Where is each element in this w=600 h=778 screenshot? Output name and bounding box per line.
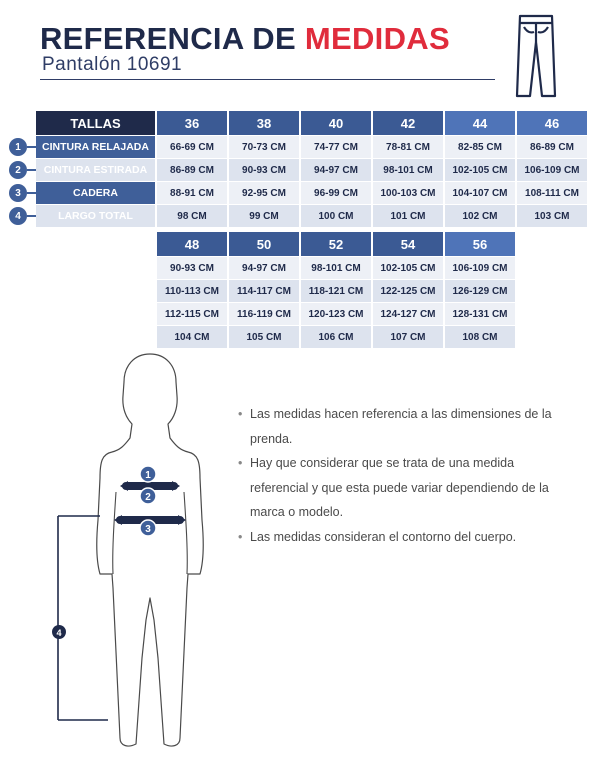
header-divider — [40, 79, 495, 80]
table-cell: 120-123 CM — [301, 303, 371, 325]
marker-lead — [27, 146, 36, 148]
table-cell: 98-101 CM — [301, 257, 371, 279]
table-cell: 98 CM — [157, 205, 227, 227]
marker-lead — [27, 215, 36, 217]
table-row — [157, 280, 515, 302]
table-cell: 105 CM — [229, 326, 299, 348]
table-cell: 74-77 CM — [301, 136, 371, 158]
row-label-text: CINTURA RELAJADA — [42, 141, 149, 153]
row-label-cintura-estirada — [15, 159, 155, 181]
table-cell: 107 CM — [373, 326, 443, 348]
row-label-text: LARGO TOTAL — [58, 210, 133, 222]
size-52: 52 — [301, 232, 371, 256]
table-cell: 110-113 CM — [157, 280, 227, 302]
table-cell: 94-97 CM — [229, 257, 299, 279]
table-cell: 106-109 CM — [445, 257, 515, 279]
marker-3: 3 — [9, 184, 27, 202]
table-cell: 104-107 CM — [445, 182, 515, 204]
marker-1-text: 1 — [145, 470, 151, 481]
marker-3-text: 3 — [145, 524, 151, 535]
table-cell: 66-69 CM — [157, 136, 227, 158]
table-cell: 102-105 CM — [373, 257, 443, 279]
table-cell: 106 CM — [301, 326, 371, 348]
table-cell: 104 CM — [157, 326, 227, 348]
table-row — [157, 257, 515, 279]
table-cell: 99 CM — [229, 205, 299, 227]
size-46: 46 — [517, 111, 587, 135]
table-cell: 101 CM — [373, 205, 443, 227]
note-item: • Las medidas hacen referencia a las dimensiones de la prenda. — [236, 402, 566, 451]
page-title — [40, 22, 450, 56]
table-cell: 118-121 CM — [301, 280, 371, 302]
table-cell: 86-89 CM — [517, 136, 587, 158]
table-cell: 100-103 CM — [373, 182, 443, 204]
size-table-block-2 — [157, 232, 515, 349]
table-cell: 102 CM — [445, 205, 515, 227]
tallas-label: TALLAS — [36, 111, 155, 135]
table-cell: 70-73 CM — [229, 136, 299, 158]
marker-lead — [27, 192, 36, 194]
size-44: 44 — [445, 111, 515, 135]
marker-lead — [27, 169, 36, 171]
size-header-row — [36, 111, 587, 135]
table-cell: 128-131 CM — [445, 303, 515, 325]
table-row — [157, 326, 515, 348]
table-cell: 98-101 CM — [373, 159, 443, 181]
size-38: 38 — [229, 111, 299, 135]
table-cell: 114-117 CM — [229, 280, 299, 302]
marker-4-text: 4 — [56, 628, 62, 638]
size-50: 50 — [229, 232, 299, 256]
size-56: 56 — [445, 232, 515, 256]
size-36: 36 — [157, 111, 227, 135]
note-item: • Hay que considerar que se trata de una medida referencial y que esta puede variar dependiendo de la marca o modelo. — [236, 451, 566, 525]
table-cell: 106-109 CM — [517, 159, 587, 181]
row-label-text: CADERA — [73, 187, 118, 199]
note-item: • Las medidas consideran el contorno del cuerpo. — [236, 525, 566, 550]
size-table-block-1 — [15, 111, 587, 228]
table-cell: 103 CM — [517, 205, 587, 227]
table-cell: 94-97 CM — [301, 159, 371, 181]
table-cell: 108-111 CM — [517, 182, 587, 204]
notes-list — [236, 402, 566, 549]
row-label-text: CINTURA ESTIRADA — [43, 164, 148, 176]
pants-icon — [512, 12, 560, 100]
table-cell: 122-125 CM — [373, 280, 443, 302]
table-cell: 86-89 CM — [157, 159, 227, 181]
size-48: 48 — [157, 232, 227, 256]
row-label-cintura-relajada — [15, 136, 155, 158]
table-row — [157, 303, 515, 325]
table-cell: 108 CM — [445, 326, 515, 348]
table-cell: 100 CM — [301, 205, 371, 227]
table-cell: 90-93 CM — [229, 159, 299, 181]
size-54: 54 — [373, 232, 443, 256]
row-label-cadera — [15, 182, 155, 204]
table-cell: 82-85 CM — [445, 136, 515, 158]
row-label-largo-total — [15, 205, 155, 227]
table-cell: 126-129 CM — [445, 280, 515, 302]
table-cell: 90-93 CM — [157, 257, 227, 279]
size-header-row — [157, 232, 515, 256]
table-cell: 102-105 CM — [445, 159, 515, 181]
table-row — [15, 205, 587, 227]
table-cell: 116-119 CM — [229, 303, 299, 325]
marker-2: 2 — [9, 161, 27, 179]
table-cell: 88-91 CM — [157, 182, 227, 204]
title-main: REFERENCIA DE — [40, 21, 296, 56]
page-subtitle: Pantalón 10691 — [42, 54, 183, 75]
size-40: 40 — [301, 111, 371, 135]
table-cell: 92-95 CM — [229, 182, 299, 204]
table-row — [15, 136, 587, 158]
table-row — [15, 159, 587, 181]
table-cell: 78-81 CM — [373, 136, 443, 158]
body-figure — [50, 352, 220, 752]
size-42: 42 — [373, 111, 443, 135]
table-cell: 112-115 CM — [157, 303, 227, 325]
marker-4: 4 — [9, 207, 27, 225]
marker-2-text: 2 — [145, 492, 151, 503]
marker-1: 1 — [9, 138, 27, 156]
table-row — [15, 182, 587, 204]
title-accent: MEDIDAS — [304, 21, 450, 56]
table-cell: 124-127 CM — [373, 303, 443, 325]
table-cell: 96-99 CM — [301, 182, 371, 204]
